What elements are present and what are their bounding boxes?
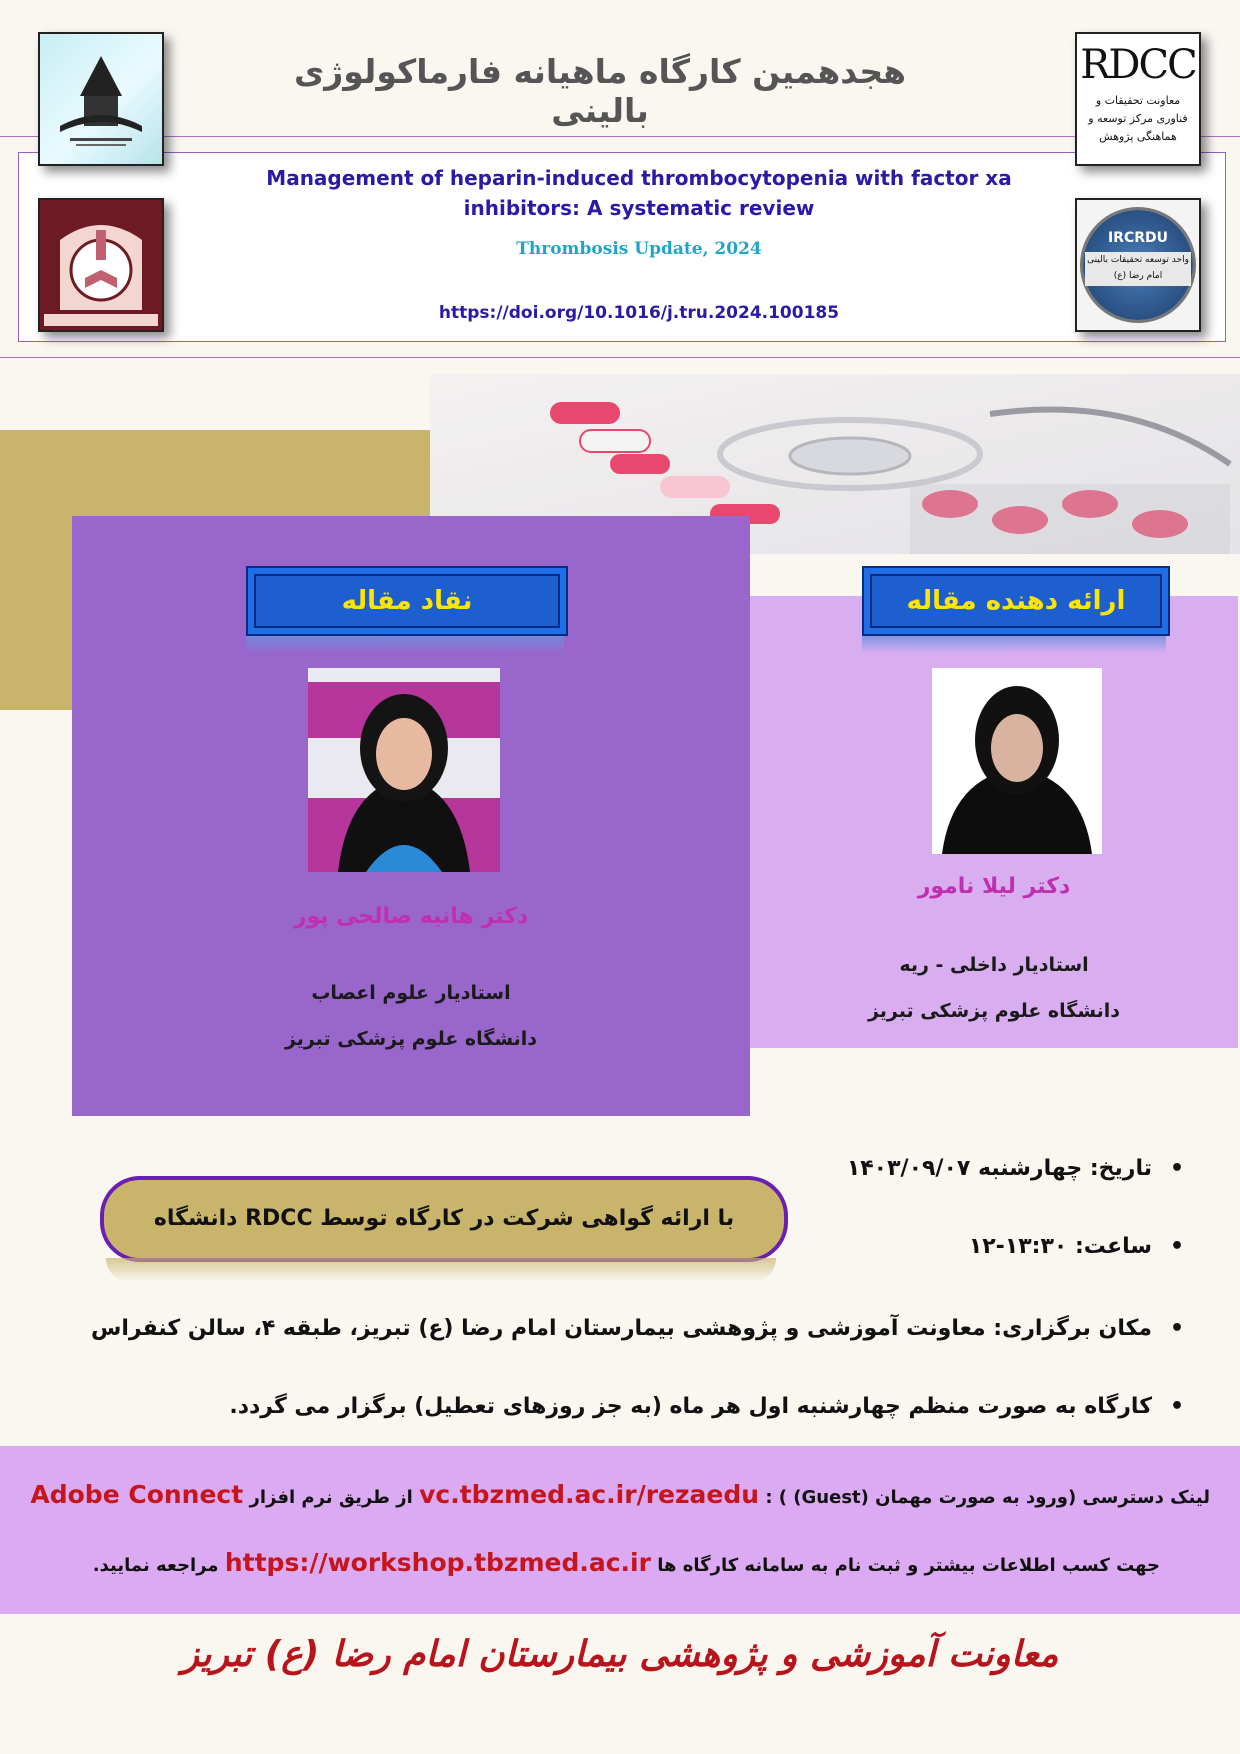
adobe-connect-label: Adobe Connect xyxy=(30,1480,244,1509)
person-portrait-icon xyxy=(308,668,500,872)
critic-role-label: نقاد مقاله xyxy=(341,586,473,616)
critic-position: استادیار علوم اعصاب xyxy=(311,982,511,1004)
registration-prefix: جهت کسب اطلاعات بیشتر و ثبت نام به سامانه کارگاه ها xyxy=(657,1555,1160,1576)
footer-organization: معاونت آموزشی و پژوهشی بیمارستان امام رضا (ع) تبریز xyxy=(181,1634,1059,1675)
certificate-badge xyxy=(100,1176,788,1262)
ircrdu-logo xyxy=(1075,198,1201,332)
article-title: Management of heparin-induced thrombocytopenia with factor xa inhibitors: A systematic review xyxy=(266,166,1012,220)
building-emblem-icon xyxy=(40,34,162,164)
access-link-line xyxy=(30,1480,1210,1509)
article-doi-link[interactable]: https://doi.org/10.1016/j.tru.2024.100185 xyxy=(438,303,840,323)
event-date: • تاریخ: چهارشنبه ۱۴۰۳/۰۹/۰۷ xyxy=(847,1156,1152,1181)
person-portrait-icon xyxy=(932,668,1102,854)
presenter-photo xyxy=(932,668,1102,854)
header-divider-top xyxy=(0,136,1240,137)
history-of-medicine-logo xyxy=(38,198,164,332)
critic-photo xyxy=(308,668,500,872)
student-research-committee-logo xyxy=(38,32,164,166)
book-crest-icon xyxy=(40,200,162,330)
access-link-mid: از طریق نرم افزار xyxy=(249,1487,413,1508)
registration-line xyxy=(93,1548,1160,1577)
certificate-text: با ارائه گواهی شرکت در کارگاه توسط RDCC دانشگاه xyxy=(153,1206,735,1231)
presenter-name: دکتر لیلا نامور xyxy=(917,874,1071,899)
critic-university: دانشگاه علوم پزشکی تبریز xyxy=(284,1028,538,1050)
event-schedule: • کارگاه به صورت منظم چهارشنبه اول هر ماه (به جز روزهای تعطیل) برگزار می گردد. xyxy=(229,1394,1152,1419)
workshop-link[interactable]: https://workshop.tbzmed.ac.ir xyxy=(224,1548,651,1577)
article-info-box xyxy=(18,152,1226,342)
access-links-band xyxy=(0,1446,1240,1614)
vc-link[interactable]: vc.tbzmed.ac.ir/rezaedu xyxy=(419,1480,760,1509)
event-time: • ساعت: ۱۳:۳۰-۱۲ xyxy=(969,1234,1152,1259)
article-journal: Thrombosis Update, 2024 xyxy=(516,239,762,259)
event-place: • مکان برگزاری: معاونت آموزشی و پژوهشی بیمارستان امام رضا (ع) تبریز، طبقه ۴، سالن کنفراس xyxy=(91,1316,1152,1341)
presenter-role-banner xyxy=(862,566,1170,636)
rdcc-logo-text: RDCC xyxy=(1080,42,1196,88)
registration-suffix: مراجعه نمایید. xyxy=(92,1555,219,1576)
presenter-university: دانشگاه علوم پزشکی تبریز xyxy=(867,1000,1121,1022)
ircrdu-logo-text: IRCRDU xyxy=(1107,230,1169,246)
access-link-prefix: لینک دسترسی (ورود به صورت مهمان (Guest) ) : xyxy=(765,1487,1210,1508)
critic-role-banner xyxy=(246,566,568,636)
ircrdu-logo-subtitle: واحد توسعه تحقیقات بالینی امام رضا (ع) xyxy=(1085,252,1191,286)
page-title: هجدهمین کارگاه ماهیانه فارماکولوژی بالینی xyxy=(294,52,906,130)
presenter-position: استادیار داخلی - ریه xyxy=(899,954,1089,976)
header-divider-bottom xyxy=(0,357,1240,358)
critic-name: دکتر هانیه صالحی پور xyxy=(293,904,529,929)
rdcc-logo-subtitle: معاونت تحقیقات و فناوری مرکز توسعه و هماهنگی پژوهش xyxy=(1088,94,1188,143)
presenter-role-label: ارائه دهنده مقاله xyxy=(906,586,1126,616)
rdcc-logo xyxy=(1075,32,1201,166)
